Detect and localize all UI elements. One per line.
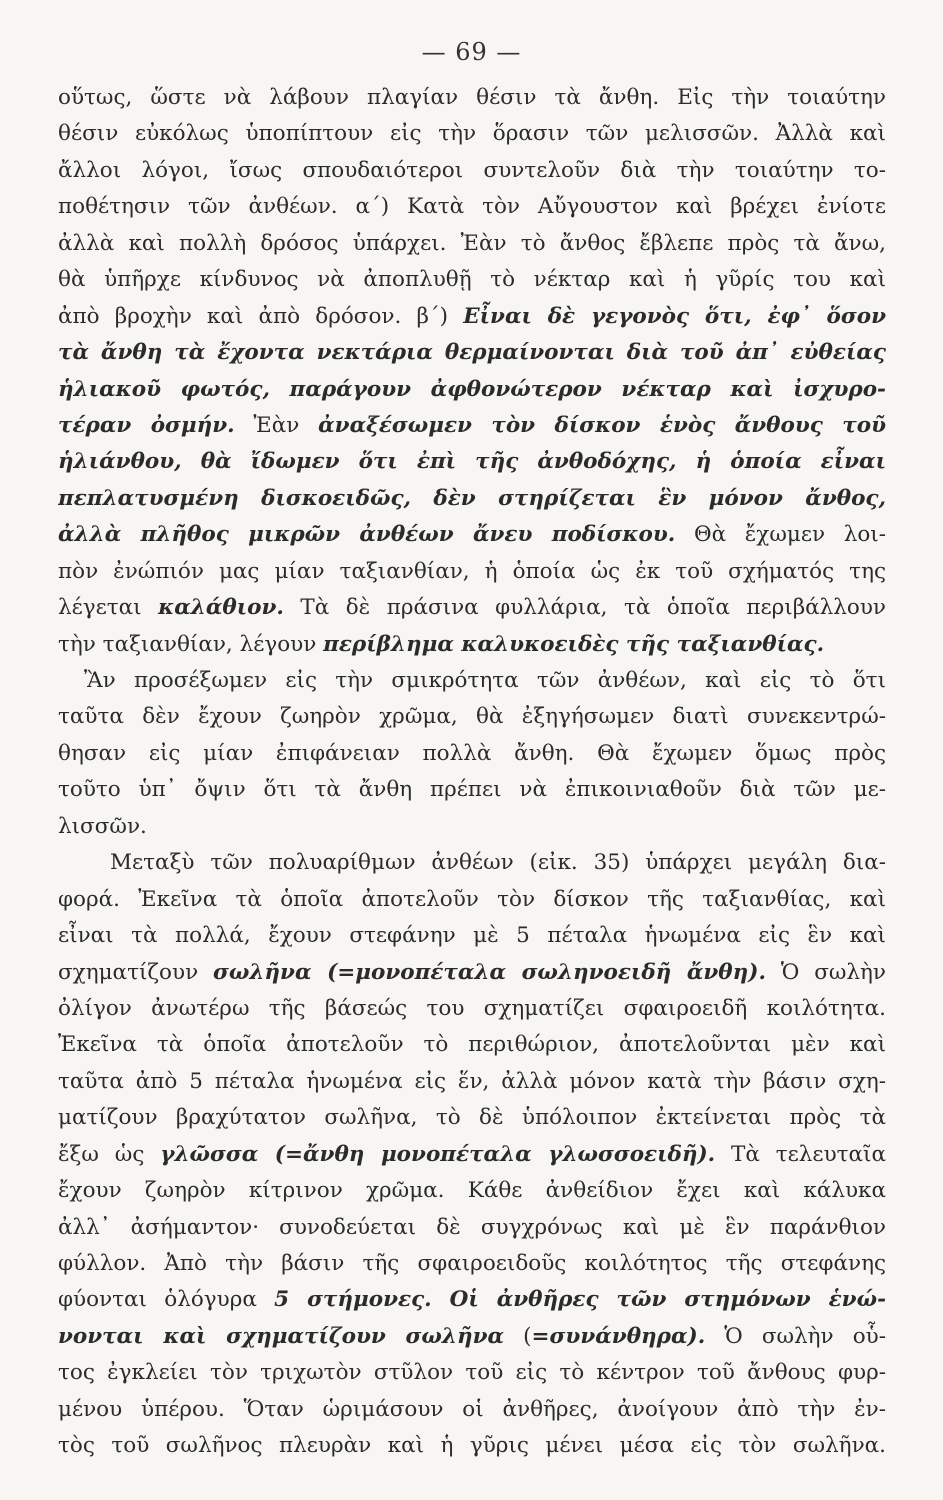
- text-segment: τοῦτο ὑπ᾽ ὄψιν ὅτι τὰ ἄνθη πρέπει νὰ ἐπικοινιαθοῦν διὰ τῶν με-: [58, 777, 886, 803]
- text-line: [58, 116, 886, 152]
- text-line: [58, 262, 886, 298]
- text-segment: ἀπὸ βροχὴν καὶ ἀπὸ δρόσον. β΄): [58, 303, 464, 329]
- text-line: [58, 590, 886, 626]
- emphasized-text: πεπλατυσμένη δισκοειδῶς, δὲν στηρίζεται ἓν μόνον ἄνθος,: [58, 485, 886, 511]
- text-segment: εἶναι τὰ πολλά, ἔχουν στεφάνην μὲ 5 πέταλα ἡνωμένα εἰς ἓν καὶ: [58, 923, 886, 949]
- text-segment: θὰ ὑπῆρχε κίνδυνος νὰ ἀποπλυθῇ τὸ νέκταρ καὶ ἡ γῦρίς του καὶ: [58, 267, 886, 293]
- emphasized-text: γλῶσσα (=ἄνθη μονοπέταλα γλωσσοειδῆ).: [160, 1141, 716, 1167]
- text-segment: ἄλλοι λόγοι, ἴσως σπουδαιότεροι συντελοῦν διὰ τὴν τοιαύτην το-: [58, 157, 886, 183]
- text-line: [58, 772, 886, 808]
- body-text: [58, 80, 886, 1465]
- text-line: [58, 554, 886, 590]
- text-line: [58, 1210, 886, 1246]
- text-segment: Ἂν προσέξωμεν εἰς τὴν σμικρότητα τῶν ἀνθέων, καὶ εἰς τὸ ὅτι: [84, 668, 886, 693]
- text-segment: μένου ὑπέρου. Ὅταν ὡριμάσουν οἱ ἀνθῆρες, ἀνοίγουν ἀπὸ τὴν ἐν-: [58, 1396, 886, 1422]
- text-segment: ἔχουν ζωηρὸν κίτρινον χρῶμα. Κάθε ἀνθείδιον ἔχει καὶ κάλυκα: [58, 1178, 886, 1204]
- text-line: [58, 481, 886, 517]
- text-segment: Ὁ σωλὴν: [765, 959, 886, 985]
- text-line: [58, 699, 886, 735]
- text-line: [58, 189, 886, 225]
- text-segment: ποθέτησιν τῶν ἀνθέων. α΄) Κατὰ τὸν Αὔγουστον καὶ βρέχει ἐνίοτε: [58, 194, 886, 220]
- text-segment: ματίζουν βραχύτατον σωλῆνα, τὸ δὲ ὑπόλοιπον ἐκτείνεται πρὸς τὰ: [58, 1105, 886, 1131]
- text-line: [58, 372, 886, 408]
- emphasized-text: Εἶναι δὲ γεγονὸς ὅτι, ἐφ᾽ ὅσον: [463, 303, 886, 329]
- text-line: [58, 1246, 886, 1282]
- text-line: [58, 226, 886, 262]
- text-segment: Μεταξὺ τῶν πολυαρίθμων ἀνθέων (εἰκ. 35) ὑπάρχει μεγάλη δια-: [110, 850, 886, 876]
- emphasized-text: ἀναξέσωμεν τὸν δίσκον ἑνὸς ἄνθους τοῦ: [318, 412, 886, 438]
- text-segment: φορά. Ἐκεῖνα τὰ ὁποῖα ἀποτελοῦν τὸν δίσκον τῆς ταξιανθίας, καὶ: [58, 886, 886, 912]
- text-line: [58, 1173, 886, 1209]
- text-line: [58, 845, 886, 881]
- text-segment: πὸν ἐνώπιόν μας μίαν ταξιανθίαν, ἡ ὁποία ὡς ἐκ τοῦ σχήματός της: [58, 558, 886, 584]
- text-segment: φύονται ὁλόγυρα: [58, 1287, 275, 1313]
- text-segment: τος ἐγκλείει τὸν τριχωτὸν στῦλον τοῦ εἰς τὸ κέντρον τοῦ ἄνθους φυρ-: [58, 1360, 886, 1386]
- text-line: [58, 80, 886, 116]
- text-line: [58, 408, 886, 444]
- text-line: [58, 1428, 886, 1464]
- text-line: [58, 1392, 886, 1428]
- text-segment: Τὰ τελευταῖα: [715, 1141, 886, 1167]
- text-line: [58, 1064, 886, 1100]
- text-segment: Ὁ σωλὴν οὗ-: [705, 1323, 886, 1349]
- emphasized-text: τὰ ἄνθη τὰ ἔχοντα νεκτάρια θερμαίνονται διὰ τοῦ ἀπ᾽ εὐθείας: [58, 340, 886, 366]
- text-line: [58, 1282, 886, 1318]
- text-segment: ἔξω ὡς: [58, 1141, 161, 1167]
- text-segment: ἀλλὰ καὶ πολλὴ δρόσος ὑπάρχει. Ἐὰν τὸ ἄνθος ἔβλεπε πρὸς τὰ ἄνω,: [58, 230, 886, 256]
- text-segment: ταῦτα ἀπὸ 5 πέταλα ἡνωμένα εἰς ἕν, ἀλλὰ μόνον κατὰ τὴν βάσιν σχη-: [58, 1068, 886, 1094]
- text-line: [58, 627, 886, 663]
- emphasized-text: καλάθιον.: [158, 595, 284, 621]
- text-segment: θέσιν εὐκόλως ὑποπίπτουν εἰς τὴν ὅρασιν τῶν μελισσῶν. Ἀλλὰ καὶ: [58, 121, 886, 147]
- text-segment: σχηματίζουν: [58, 959, 214, 985]
- text-segment: Ἐὰν: [234, 412, 319, 438]
- text-line: [58, 335, 886, 371]
- page-number: — 69 —: [421, 38, 522, 66]
- text-line: [58, 1355, 886, 1391]
- text-line: [58, 663, 886, 699]
- text-line: [58, 1027, 886, 1063]
- text-line: [58, 882, 886, 918]
- text-segment: Ἐκεῖνα τὰ ὁποῖα ἀποτελοῦν τὸ περιθώριον, ἀποτελοῦνται μὲν καὶ: [58, 1032, 886, 1058]
- text-line: [58, 809, 886, 845]
- emphasized-text: 5 στήμονες. Οἱ ἀνθῆρες τῶν στημόνων ἑνώ-: [274, 1287, 886, 1313]
- emphasized-text: ἡλιακοῦ φωτός, παράγουν ἀφθονώτερον νέκταρ καὶ ἰσχυρο-: [58, 376, 886, 402]
- text-line: [58, 1319, 886, 1355]
- text-line: [58, 991, 886, 1027]
- emphasized-text: τέραν ὀσμήν.: [58, 412, 235, 438]
- text-line: [58, 517, 886, 553]
- emphasized-text: νονται καὶ σχηματίζουν σωλῆνα: [58, 1323, 505, 1349]
- text-segment: οὕτως, ὥστε νὰ λάβουν πλαγίαν θέσιν τὰ ἄνθη. Εἰς τὴν τοιαύτην: [58, 85, 886, 110]
- text-line: [58, 918, 886, 954]
- text-segment: λέγεται: [58, 595, 159, 621]
- text-line: [58, 153, 886, 189]
- text-segment: (: [504, 1323, 532, 1349]
- text-segment: τὴν ταξιανθίαν, λέγουν: [58, 631, 324, 657]
- text-segment: ὀλίγον ἀνωτέρω τῆς βάσεώς του σχηματίζει σφαιροειδῆ κοιλότητα.: [58, 995, 886, 1021]
- text-segment: ἀλλ᾽ ἀσήμαντον· συνοδεύεται δὲ συγχρόνως καὶ μὲ ἓν παράνθιον: [58, 1214, 886, 1240]
- emphasized-text: =συνάνθηρα).: [531, 1323, 706, 1349]
- text-segment: τὸς τοῦ σωλῆνος πλευρὰν καὶ ἡ γῦρις μένει μέσα εἰς τὸν σωλῆνα.: [58, 1433, 886, 1459]
- emphasized-text: σωλῆνα (=μονοπέταλα σωληνοειδῆ ἄνθη).: [213, 959, 766, 985]
- emphasized-text: ἡλιάνθου, θὰ ἴδωμεν ὅτι ἐπὶ τῆς ἀνθοδόχης, ἡ ὁποία εἶναι: [58, 449, 886, 475]
- text-line: [58, 1137, 886, 1173]
- text-segment: θησαν εἰς μίαν ἐπιφάνειαν πολλὰ ἄνθη. Θὰ ἔχωμεν ὅμως πρὸς: [58, 740, 886, 766]
- text-line: [58, 736, 886, 772]
- emphasized-text: περίβλημα καλυκοειδὲς τῆς ταξιανθίας.: [323, 631, 825, 657]
- text-line: [58, 1100, 886, 1136]
- text-segment: φύλλον. Ἀπὸ τὴν βάσιν τῆς σφαιροειδοῦς κοιλότητος τῆς στεφάνης: [58, 1251, 886, 1276]
- text-segment: λισσῶν.: [58, 813, 147, 839]
- emphasized-text: ἀλλὰ πλῆθος μικρῶν ἀνθέων ἄνευ ποδίσκου.: [58, 522, 676, 548]
- text-segment: ταῦτα δὲν ἔχουν ζωηρὸν χρῶμα, θὰ ἐξηγήσωμεν διατὶ συνεκεντρώ-: [58, 704, 886, 730]
- text-segment: Τὰ δὲ πράσινα φυλλάρια, τὰ ὁποῖα περιβάλλουν: [283, 595, 886, 621]
- text-segment: Θὰ ἔχωμεν λοι-: [675, 522, 886, 548]
- text-line: [58, 444, 886, 480]
- text-line: [58, 955, 886, 991]
- text-line: [58, 299, 886, 335]
